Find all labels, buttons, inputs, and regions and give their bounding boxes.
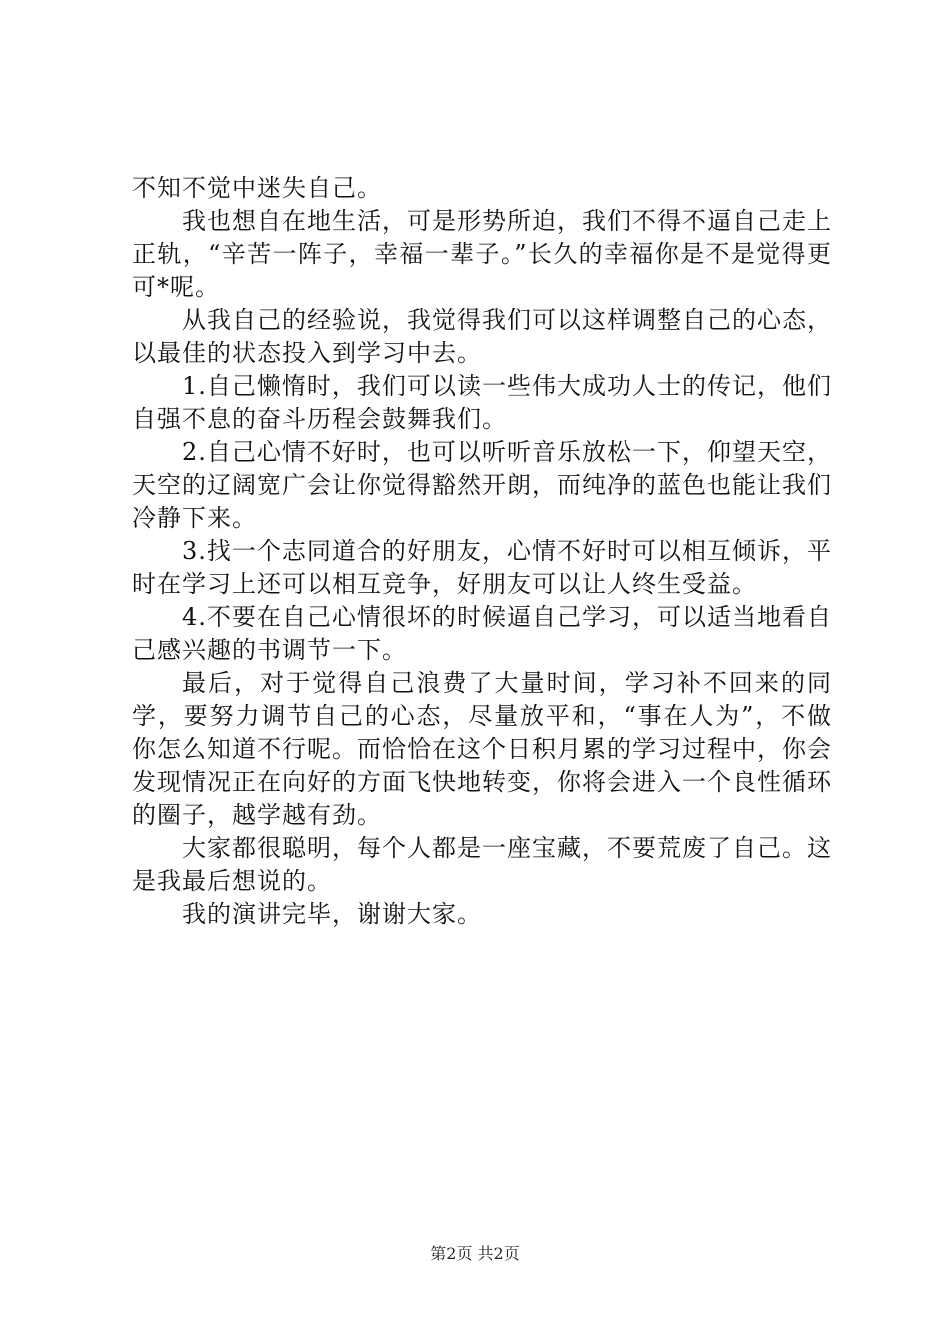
- paragraph: 我也想自在地生活，可是形势所迫，我们不得不逼自己走上正轨，“辛苦一阵子，幸福一辈子。”长久的幸福你是不是觉得更可*呢。: [132, 207, 832, 301]
- paragraph: 从我自己的经验说，我觉得我们可以这样调整自己的心态，以最佳的状态投入到学习中去。: [132, 306, 832, 367]
- paragraph: 大家都很聪明，每个人都是一座宝藏，不要荒废了自己。这是我最后想说的。: [132, 834, 832, 895]
- page-number-footer: 第2页 共2页: [430, 1244, 520, 1263]
- list-item-4: 4.不要在自己心情很坏的时候逼自己学习，可以适当地看自己感兴趣的书调节一下。: [132, 603, 832, 664]
- list-item-2: 2.自己心情不好时，也可以听听音乐放松一下，仰望天空，天空的辽阔宽广会让你觉得豁然开朗，而纯净的蓝色也能让我们冷静下来。: [132, 438, 832, 532]
- closing-paragraph: 我的演讲完毕，谢谢大家。: [182, 900, 482, 928]
- document-body: [132, 172, 832, 931]
- paragraph: 最后，对于觉得自己浪费了大量时间，学习补不回来的同学，要努力调节自己的心态，尽量放平和，“事在人为”，不做你怎么知道不行呢。而恰恰在这个日积月累的学习过程中，你会发现情况正在向好的方面飞快地转变，你将会进入一个良性循环的圈子，越学越有劲。: [132, 669, 832, 829]
- list-item-3: 3.找一个志同道合的好朋友，心情不好时可以相互倾诉，平时在学习上还可以相互竞争，好朋友可以让人终生受益。: [132, 537, 832, 598]
- paragraph-continuation: 不知不觉中迷失自己。: [132, 174, 382, 202]
- list-item-1: 1.自己懒惰时，我们可以读一些伟大成功人士的传记，他们自强不息的奋斗历程会鼓舞我们。: [132, 372, 832, 433]
